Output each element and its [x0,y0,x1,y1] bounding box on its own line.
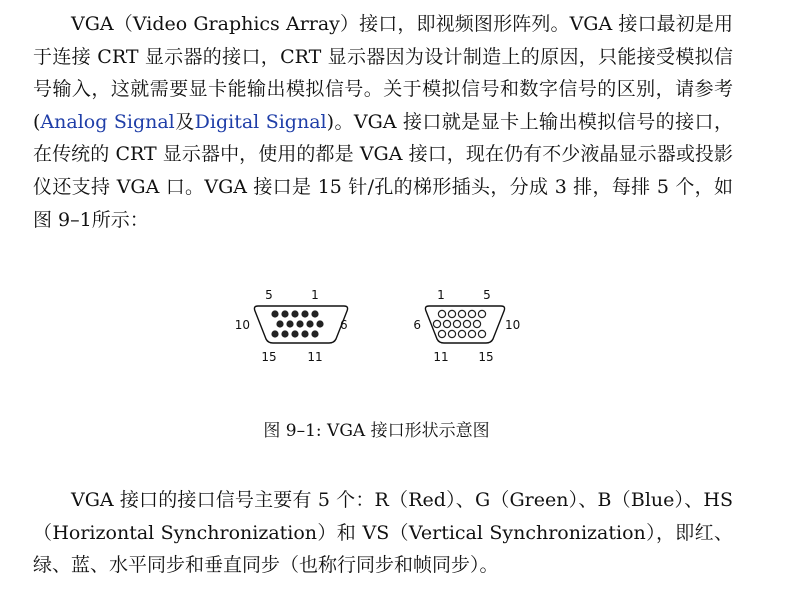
male-pin-label-left: 10 [234,318,250,332]
intro-paragraph [33,8,733,236]
intro-text-start: VGA（Video Graphics Array）接口，即视频图形阵列。VGA 接口最初是用于连接 CRT 显示器的接口，CRT 显示器因为设计制造上的原因，只能接受模拟信号输入，这就需要显卡能输出模拟信号。关于模拟信号和数字信号的区别，请参考 ( [33,13,733,133]
signals-text: VGA 接口的接口信号主要有 5 个：R（Red）、G（Green）、B（Blue）、HS（Horizontal Synchronization）和 VS（Vertical Synchronization），即红、绿、蓝、水平同步和垂直同步（也称行同步和帧同步）。 [33,489,733,577]
signals-paragraph [33,484,733,582]
link-joiner: 及 [174,110,195,133]
female-pin-label-bottom-left: 11 [433,350,449,364]
intro-text-end: )。VGA 接口就是显卡上输出模拟信号的接口，在传统的 CRT 显示器中，使用的都是 VGA 接口，现在仍有不少液晶显示器或投影仪还支持 VGA 口。VGA 接口是 15 针/孔的梯形插头，分成 3 排，每排 5 个，如图 9–1所示： [33,110,733,231]
female-pin-label-right: 10 [505,318,521,332]
male-pin-label-bottom-left: 15 [261,350,277,364]
male-pin-label-bottom-right: 11 [307,350,323,364]
digital-signal-link[interactable]: Digital Signal [194,110,327,133]
male-pin-label-top-right: 1 [311,288,319,302]
figure-caption: 图 9–1: VGA 接口形状示意图 [263,421,490,441]
male-pin-label-top-left: 5 [265,288,273,302]
vga-connector-figure [230,285,530,370]
male-connector [235,288,348,364]
female-pin-label-top-right: 5 [483,288,491,302]
male-pin-label-right: 6 [340,318,348,332]
female-pin-label-top-left: 1 [437,288,445,302]
female-pin-label-left: 6 [413,318,421,332]
female-pin-label-bottom-right: 15 [478,350,494,364]
female-connector [413,288,520,364]
analog-signal-link[interactable]: Analog Signal [40,110,175,133]
vga-connector-diagram [230,285,530,370]
